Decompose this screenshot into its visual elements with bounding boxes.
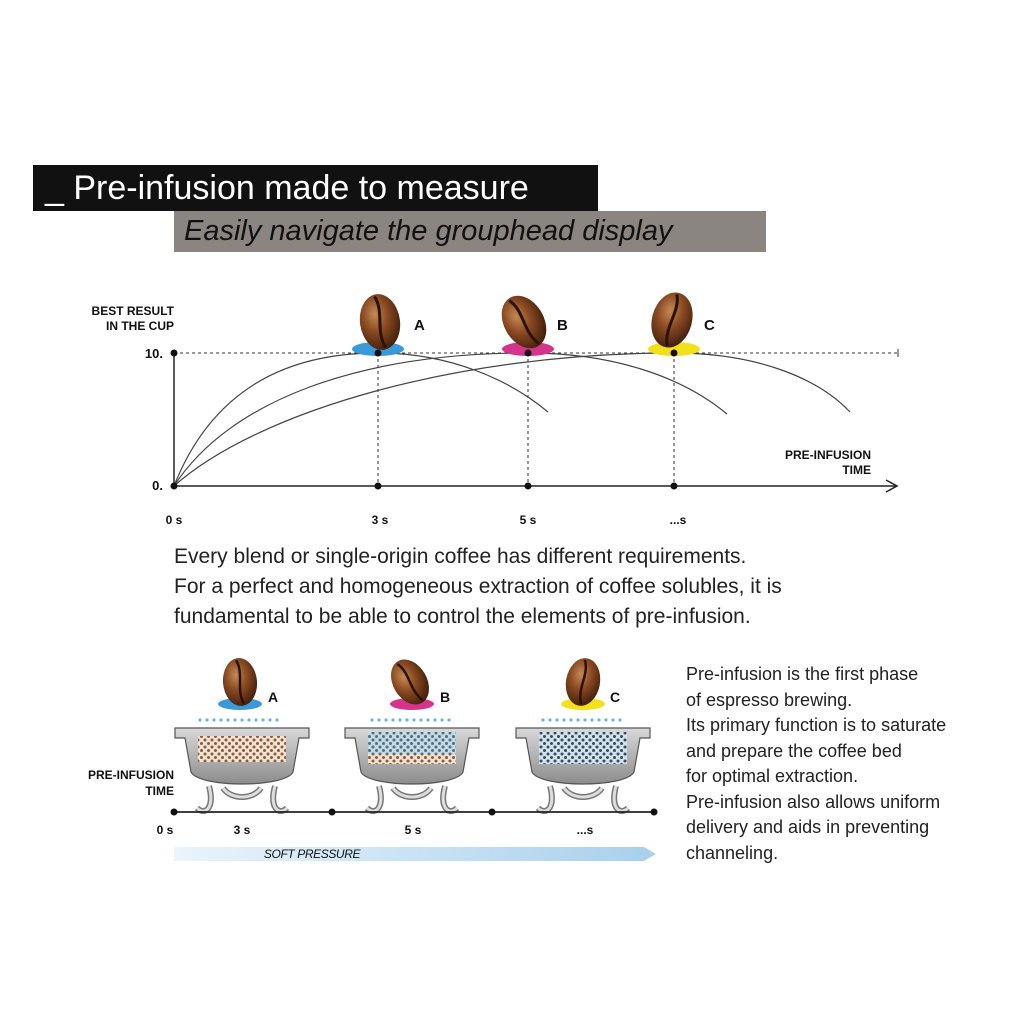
page-subtitle: Easily navigate the grouphead display: [174, 211, 766, 252]
series-label-b: B: [557, 317, 568, 334]
stage-b: [345, 653, 479, 811]
side-description: [686, 662, 1016, 866]
timeline-title-line2: TIME: [145, 784, 174, 798]
data-point: [375, 350, 382, 357]
timeline-tick-label: 5 s: [404, 823, 422, 837]
x-axis-title-line2: TIME: [842, 463, 871, 477]
stage-label-c: C: [610, 689, 621, 705]
y-tick-label-0: 0.: [152, 478, 163, 493]
data-point: [525, 483, 532, 490]
x-tick-label: 5 s: [519, 513, 537, 527]
x-tick-label: 0 s: [165, 513, 183, 527]
timeline-point: [489, 809, 496, 816]
pre-infusion-stages-diagram: [0, 640, 680, 880]
data-point: [525, 350, 532, 357]
timeline-tick-label: 3 s: [233, 823, 251, 837]
series-line-a: [174, 353, 548, 486]
timeline-point: [651, 809, 658, 816]
side-text-line: and prepare the coffee bed: [686, 740, 902, 761]
paragraph-line: fundamental to be able to control the elements of pre-infusion.: [174, 605, 751, 628]
stage-label-a: A: [268, 689, 279, 705]
series-label-a: A: [414, 317, 425, 334]
y-tick-label-10: 10.: [144, 346, 163, 361]
series-label-c: C: [704, 317, 715, 334]
stage-a: [175, 657, 309, 811]
side-text-line: Pre-infusion also allows uniform: [686, 791, 941, 812]
coffee-bed-b: [368, 732, 456, 754]
timeline-tick-label: 0 s: [156, 823, 174, 837]
timeline-tick-label: ...s: [576, 823, 594, 837]
side-text-line: Pre-infusion is the first phase: [686, 664, 919, 684]
data-point: [671, 350, 678, 357]
paragraph-line: For a perfect and homogeneous extraction of coffee solubles, it is: [174, 575, 782, 598]
page-title: _ Pre-infusion made to measure: [33, 165, 598, 211]
coffee-bed-c: [539, 732, 627, 764]
data-point: [671, 483, 678, 490]
timeline-point: [329, 809, 336, 816]
x-tick-label: ...s: [669, 513, 687, 527]
description-paragraph: [174, 542, 894, 632]
data-point: [171, 483, 178, 490]
y-axis-title-line2: IN THE CUP: [105, 319, 174, 333]
soft-pressure-label: SOFT PRESSURE: [263, 847, 361, 861]
series-line-b: [174, 353, 727, 486]
stage-label-b: B: [440, 689, 451, 705]
timeline-title-line1: PRE-INFUSION: [87, 768, 174, 782]
coffee-bean-icon: [645, 288, 698, 352]
side-text-line: delivery and aids in preventing: [686, 817, 930, 837]
side-text-line: channeling.: [686, 842, 779, 863]
paragraph-line: Every blend or single-origin coffee has different requirements.: [174, 545, 747, 568]
side-text-line: of espresso brewing.: [686, 689, 853, 710]
stage-c: [516, 655, 650, 811]
side-text-line: for optimal extraction.: [686, 766, 859, 786]
soft-pressure-arrow: [174, 847, 656, 861]
timeline-point: [171, 809, 178, 816]
x-tick-label: 3 s: [371, 513, 389, 527]
data-point: [375, 483, 382, 490]
side-text-line: Its primary function is to saturate: [686, 715, 947, 735]
y-axis-title-line1: BEST RESULT: [91, 304, 174, 318]
coffee-bed-a: [198, 736, 286, 762]
x-axis-title-line1: PRE-INFUSION: [784, 448, 871, 462]
data-point: [171, 350, 178, 357]
